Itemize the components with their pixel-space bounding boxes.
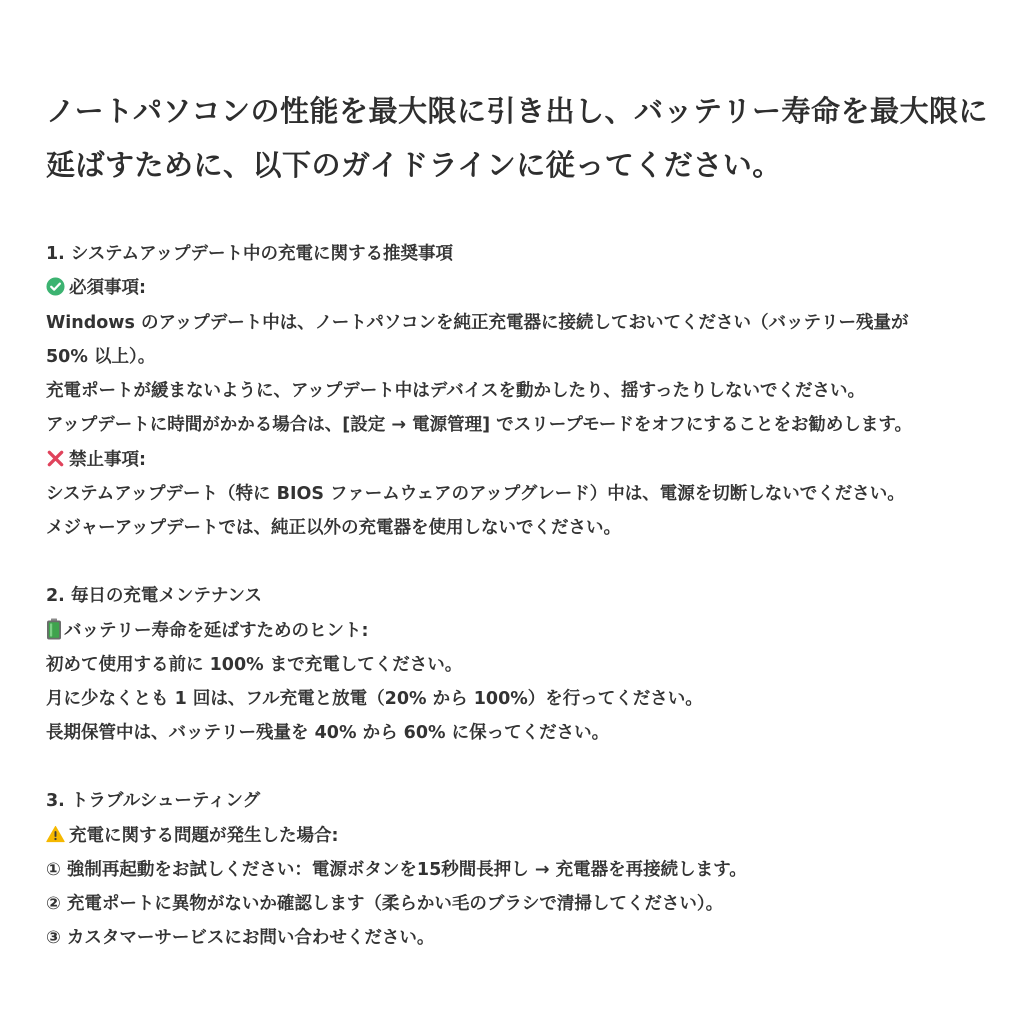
check-circle-icon: [46, 277, 65, 296]
cross-icon: [46, 449, 65, 468]
battery-icon: [46, 618, 62, 640]
required-item: アップデートに時間がかかる場合は、[設定 → 電源管理] でスリープモードをオフにすることをお勧めします。: [46, 415, 913, 435]
issue-label: 充電に関する問題が発生した場合:: [69, 826, 339, 846]
issue-label-row: [46, 823, 339, 849]
section-heading-troubleshooting: 3. トラブルシューティング: [46, 791, 261, 811]
battery-tips-label: バッテリー寿命を延ばすためのヒント:: [64, 621, 369, 641]
troubleshoot-step: ② 充電ポートに異物がないか確認します（柔らかい毛のブラシで清掃してください）。: [46, 894, 724, 914]
battery-tip-item: 月に少なくとも 1 回は、フル充電と放電（20% から 100%）を行ってください。: [46, 689, 703, 709]
prohibited-item: システムアップデート（特に BIOS ファームウェアのアップグレード）中は、電源を切断しないでください。: [46, 484, 905, 504]
battery-tip-item: 長期保管中は、バッテリー残量を 40% から 60% に保ってください。: [46, 723, 610, 743]
required-item: Windows のアップデート中は、ノートパソコンを純正充電器に接続しておいてください（バッテリー残量が: [46, 313, 909, 333]
troubleshoot-step: ① 強制再起動をお試しください：電源ボタンを15秒間長押し → 充電器を再接続します。: [46, 860, 747, 880]
prohibited-label: 禁止事項:: [69, 450, 146, 470]
required-label: 必須事項:: [69, 278, 146, 298]
section-heading-update-charging: 1. システムアップデート中の充電に関する推奨事項: [46, 244, 453, 264]
warning-icon: [46, 825, 65, 843]
page-title: ノートパソコンの性能を最大限に引き出し、バッテリー寿命を最大限に延ばすために、以下のガイドラインに従ってください。: [46, 94, 988, 182]
prohibited-item: メジャーアップデートでは、純正以外の充電器を使用しないでください。: [46, 518, 622, 538]
battery-tips-label-row: [46, 618, 369, 644]
required-label-row: [46, 275, 146, 301]
troubleshoot-step: ③ カスタマーサービスにお問い合わせください。: [46, 928, 435, 948]
required-item: 充電ポートが緩まないように、アップデート中はデバイスを動かしたり、揺すったりしないでください。: [46, 381, 865, 401]
prohibited-label-row: [46, 447, 146, 473]
required-item: 50% 以上）。: [46, 347, 156, 367]
section-heading-daily-charging: 2. 毎日の充電メンテナンス: [46, 586, 263, 606]
battery-tip-item: 初めて使用する前に 100% まで充電してください。: [46, 655, 463, 675]
